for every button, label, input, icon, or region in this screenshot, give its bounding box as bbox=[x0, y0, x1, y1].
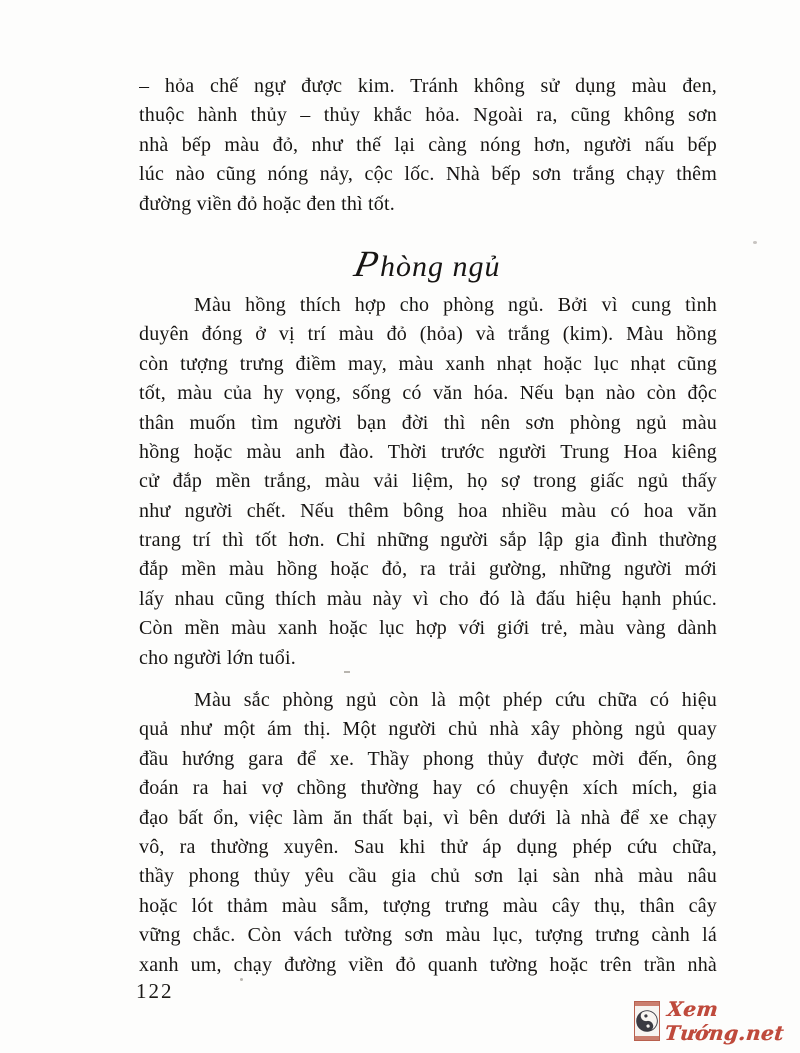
text-line: – hỏa chế ngự được kim. Tránh không sử dụng màu đen, bbox=[139, 75, 717, 97]
scan-speck bbox=[344, 671, 350, 673]
scan-speck bbox=[753, 241, 757, 244]
yin-yang-icon bbox=[635, 1006, 659, 1036]
text-line: Màu hồng thích hợp cho phòng ngủ. Bởi vì cung tình bbox=[194, 293, 717, 316]
text-line: còn tượng trưng điềm may, màu xanh nhạt hoặc lục nhạt cũng bbox=[139, 352, 717, 375]
text-line: hồng hoặc màu anh đào. Thời trước người Trung Hoa kiêng bbox=[139, 440, 717, 463]
text-block bbox=[139, 72, 717, 980]
text-line: cử đắp mền trắng, màu vải liệm, họ sợ trong giấc ngủ thấy bbox=[139, 470, 717, 493]
page-number: 122 bbox=[136, 979, 174, 1003]
text-line: thầy phong thủy yêu cầu gia chủ sơn lại sàn nhà màu nâu bbox=[139, 865, 717, 888]
text-line: đắp mền màu hồng hoặc đỏ, ra trải gường, những người mới bbox=[139, 558, 717, 581]
paragraph-2 bbox=[139, 291, 717, 673]
text-line: hoặc lót thảm màu sẫm, tượng trưng màu cây thụ, thân cây bbox=[139, 894, 717, 917]
text-line: duyên đóng ở vị trí màu đỏ (hỏa) và trắng (kim). Màu hồng bbox=[139, 323, 717, 346]
paragraph-3 bbox=[139, 686, 717, 980]
text-line: trang trí thì tốt hơn. Chỉ những người sắp lập gia đình thường bbox=[139, 529, 717, 552]
heading-text: hòng ngủ bbox=[380, 249, 501, 283]
heading-initial-letter: P bbox=[351, 243, 384, 285]
text-line: quả như một ám thị. Một người chủ nhà xây phòng ngủ quay bbox=[139, 718, 717, 741]
text-line: đường viền đỏ hoặc đen thì tốt. bbox=[139, 192, 395, 215]
text-line: nhà bếp màu đỏ, như thế lại càng nóng hơn, người nấu bếp bbox=[139, 133, 717, 156]
section-heading bbox=[139, 241, 717, 289]
text-line: tốt, màu của hy vọng, sống có văn hóa. Nếu bạn nào còn độc bbox=[139, 382, 717, 405]
text-line: đầu hướng gara để xe. Thầy phong thủy được mời đến, ông bbox=[139, 747, 717, 770]
text-line: lúc nào cũng nóng nảy, cộc lốc. Nhà bếp sơn trắng chạy thêm bbox=[139, 163, 717, 186]
text-line: xanh um, chạy đường viền đỏ quanh tường hoặc trên trần nhà bbox=[139, 953, 717, 976]
scan-speck bbox=[240, 978, 243, 981]
watermark-logo-box bbox=[634, 1001, 660, 1041]
text-line: Còn mền màu xanh hoặc lục hợp với giới trẻ, màu vàng dành bbox=[139, 617, 717, 640]
watermark-site-label: Xem Tướng.net bbox=[663, 997, 786, 1045]
text-line: thuộc hành thủy – thủy khắc hỏa. Ngoài ra, cũng không sơn bbox=[139, 104, 717, 127]
text-line: vô, ra thường xuyên. Sau khi thử áp dụng phép cứu chữa, bbox=[139, 835, 717, 858]
text-line: lấy nhau cũng thích màu này vì cho đó là đấu hiệu hạnh phúc. bbox=[139, 587, 717, 610]
paragraph-1 bbox=[139, 72, 717, 219]
text-line: Màu sắc phòng ngủ còn là một phép cứu chữa có hiệu bbox=[194, 689, 717, 712]
text-line: đoán ra hai vợ chồng thường hay có chuyện xích mích, gia bbox=[139, 777, 717, 800]
watermark bbox=[634, 997, 800, 1045]
text-line: như người chết. Nếu thêm bông hoa nhiều màu có hoa văn bbox=[139, 499, 717, 522]
text-line: cho người lớn tuổi. bbox=[139, 646, 296, 669]
text-line: thân muốn tìm người bạn đời thì nên sơn phòng ngủ màu bbox=[139, 411, 717, 434]
text-line: đạo bất ổn, việc làm ăn thất bại, vì bên dưới là nhà để xe chạy bbox=[139, 806, 717, 829]
text-line: vững chắc. Còn vách tường sơn màu lục, tượng trưng cành lá bbox=[139, 924, 717, 947]
